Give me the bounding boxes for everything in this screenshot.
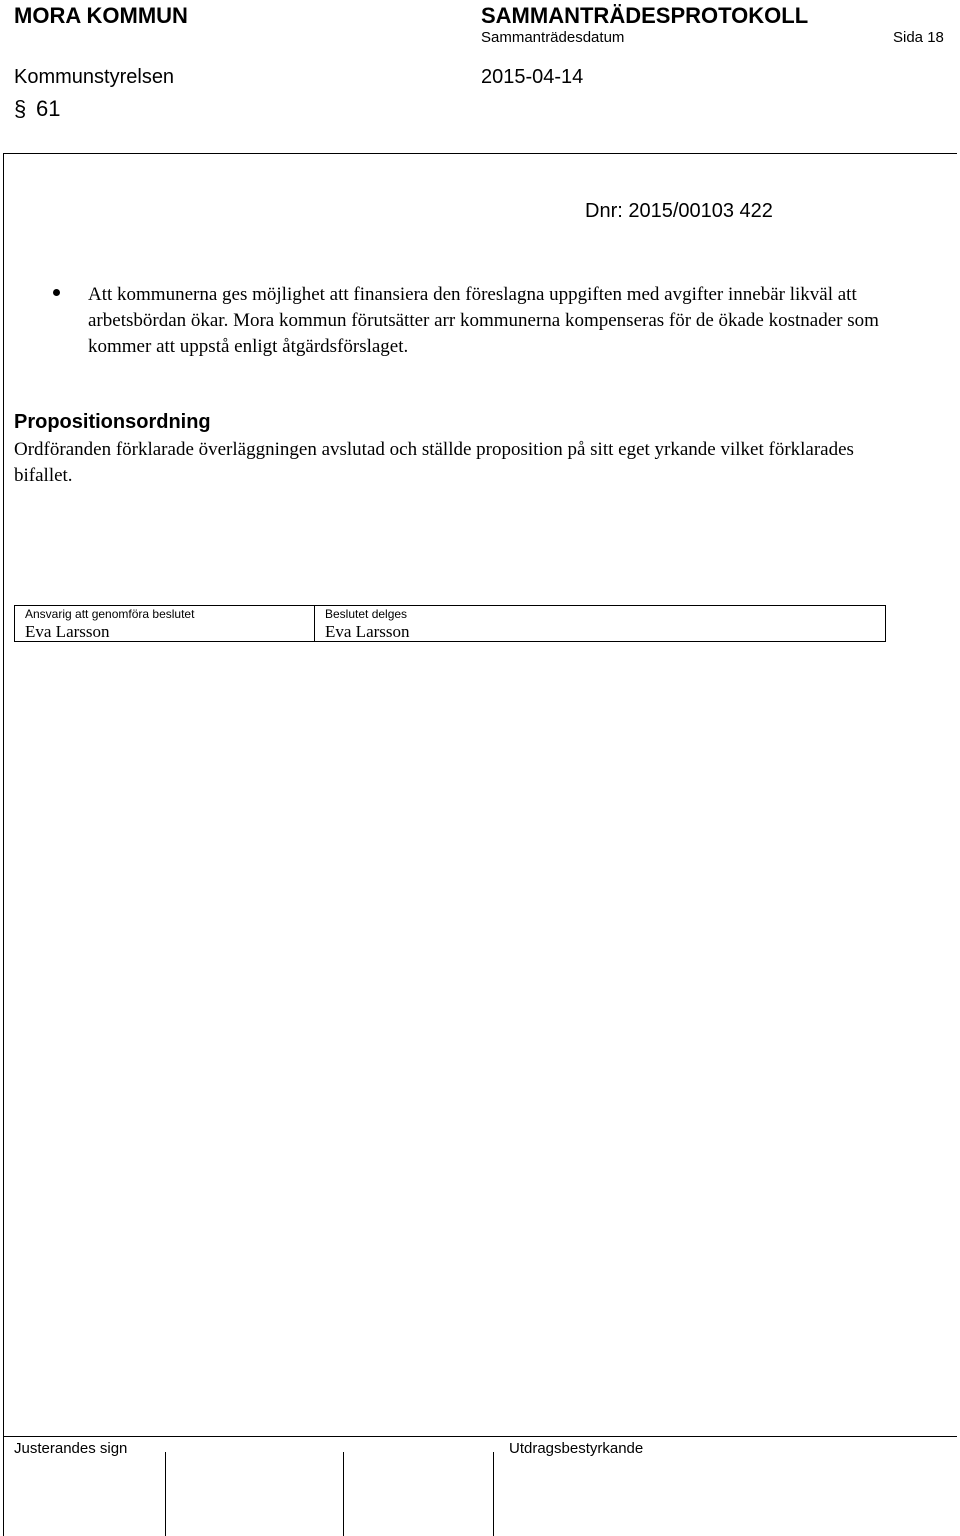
footer-line [3,1436,957,1437]
delivered-value: Eva Larsson [325,622,410,641]
board-name: Kommunstyrelsen [14,66,175,88]
meeting-date-label: Sammanträdesdatum [481,29,625,46]
responsibility-box [14,605,886,642]
footer-sign-label: Justerandes sign [14,1440,128,1457]
bullet-text: Att kommunerna ges möjlighet att finansiera den föreslagna uppgiften med avgifter innebär likväl att arbetsbördan ökar. Mora kommun förutsätter arr kommunerna kompenseras för de ökade kostnader som kommer att uppstå enligt åtgärdsförslaget. [88,284,879,357]
delivered-label: Beslutet delges [325,607,408,621]
responsible-value: Eva Larsson [25,622,110,641]
document-type: SAMMANTRÄDESPROTOKOLL [481,3,809,28]
meeting-date: 2015-04-14 [481,66,584,88]
paragraph-number: 61 [36,96,61,121]
footer-extract-label: Utdragsbestyrkande [509,1440,644,1457]
responsible-label: Ansvarig att genomföra beslutet [25,607,195,621]
organization-name: MORA KOMMUN [14,3,188,28]
paragraph-sign: § [14,96,27,121]
responsibility-divider [314,606,315,641]
bullet-icon [53,289,60,296]
signature-box-divider [343,1452,344,1536]
left-frame-line [3,153,4,1536]
section-heading: Propositionsordning [14,411,211,433]
section-text: Ordföranden förklarade överläggningen avslutad och ställde proposition på sitt eget yrkande vilket förklarades bifallet. [14,439,854,486]
signature-box-divider [165,1452,166,1536]
page-number: Sida 18 [893,29,944,46]
top-frame-line [3,153,957,154]
signature-box-divider [493,1452,494,1536]
diary-number: Dnr: 2015/00103 422 [585,200,773,222]
